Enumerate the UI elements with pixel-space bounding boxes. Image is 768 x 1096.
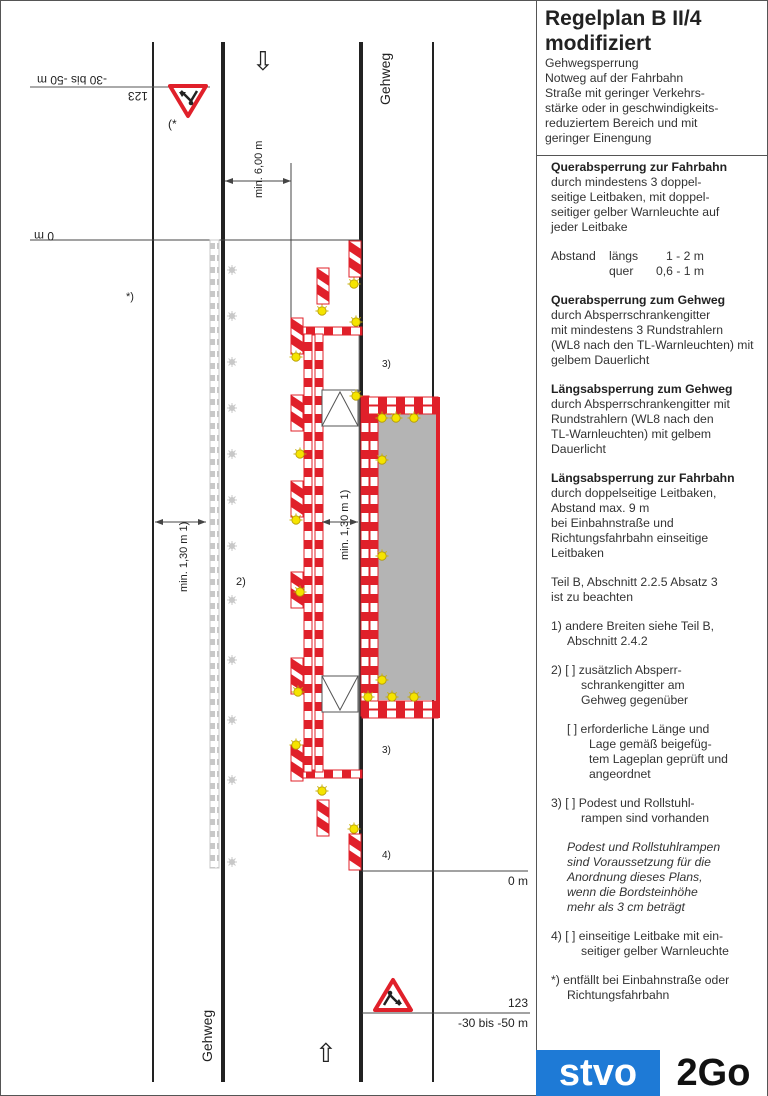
legend-sidebar — [536, 0, 768, 1096]
section-laengs-fahrbahn: Längsabsperrung zur Fahrbahn durch doppelseitige Leitbaken, Abstand max. 9 m bei Einbahnstraße und Richtungsfahrbahn einseitige Leitbaken — [551, 471, 735, 560]
teil-b-note: Teil B, Abschnitt 2.2.5 Absatz 3 ist zu beachten — [551, 575, 718, 604]
optional-gehweg-barrier — [210, 240, 219, 868]
zero-top-label: 0 m — [33, 229, 55, 243]
min-6m-label: min. 6,00 m — [253, 140, 265, 198]
bottom-sign-number: 123 — [508, 996, 529, 1010]
zero-bottom-label: 0 m — [508, 874, 529, 888]
long-barrier-left — [304, 334, 312, 772]
min-130-mid-label: min. 1,30 m 1) — [339, 489, 351, 560]
note-3-italic: Podest und Rollstuhlrampen sind Voraussetzung für die Anordnung dieses Plans, wenn die Bordsteinhöhe mehr als 3 cm beträgt — [567, 840, 721, 914]
note-2-label: 2) — [236, 576, 246, 588]
podest-lower — [322, 676, 358, 712]
top-star-note: (* — [168, 117, 177, 131]
note-1: 1) andere Breiten siehe Teil B, Abschnitt 2.4.2 — [551, 619, 715, 648]
min-130-left-label: min. 1,30 m 1) — [178, 521, 190, 592]
note-2: 2) [ ] zusätzlich Absperr- schrankengitter am Gehweg gegenüber — [551, 663, 689, 707]
legend-body — [551, 160, 765, 1003]
note-star: *) entfällt bei Einbahnstraße oder Richtungsfahrbahn — [551, 973, 730, 1002]
work-barrier-top — [362, 397, 438, 405]
plan-title: Regelplan B II/4 modifiziert — [545, 7, 702, 55]
work-barrier-bottom — [362, 701, 438, 709]
note-star-label: *) — [126, 291, 134, 303]
plan-intro: Gehwegsperrung Notweg auf der Fahrbahn Straße mit geringer Verkehrs- stärke oder in geschwindigkeits- reduziertem Bereich und mit geringer Einengung — [545, 56, 719, 145]
top-distance-mirrored: -30 bis -50 m — [36, 73, 108, 87]
note-3-top-label: 3) — [382, 359, 391, 370]
note-3-bottom-label: 3) — [382, 745, 391, 756]
note-4: 4) [ ] einseitige Leitbake mit ein- seitiger gelber Warnleuchte — [551, 929, 729, 958]
gehweg-label-bottom: Gehweg — [199, 1009, 215, 1062]
road-work-sign-icon — [375, 980, 411, 1010]
work-area — [378, 414, 436, 700]
arrow-up-icon: ⇧ — [315, 1038, 337, 1068]
optional-lamps — [227, 265, 237, 867]
arrow-down-icon: ⇩ — [252, 46, 274, 76]
road-work-sign-icon — [170, 86, 206, 116]
long-barrier-right — [361, 396, 369, 716]
divider — [537, 155, 768, 156]
stvo2go-logo: stvo 2Go — [536, 1050, 767, 1096]
abstand-table: Abstand längs 1 - 2 m quer 0,6 - 1 m — [551, 249, 705, 278]
section-laengs-gehweg: Längsabsperrung zum Gehweg durch Absperrschrankengitter mit Rundstrahlern (WL8 nach den TL-Warnleuchten) mit gelbem Dauerlicht — [551, 382, 733, 456]
bottom-distance: -30 bis -50 m — [458, 1016, 529, 1030]
section-quer-gehweg: Querabsperrung zum Gehweg durch Absperrschrankengitter mit mindestens 3 Rundstrahlern (WL8 nach den TL-Warnleuchten) mit gelbem Dauerlicht — [551, 293, 754, 367]
note-2b: [ ] erforderliche Länge und Lage gemäß beigefüg- tem Lageplan geprüft und angeordnet — [567, 722, 728, 781]
top-sign-number-mirrored: 123 — [127, 89, 149, 103]
note-3: 3) [ ] Podest und Rollstuhl- rampen sind vorhanden — [551, 796, 710, 825]
gehweg-label-top: Gehweg — [377, 52, 393, 105]
work-barrier-left — [370, 414, 378, 701]
note-4-label: 4) — [382, 850, 391, 861]
section-quer-fahrbahn: Querabsperrung zur Fahrbahn durch mindestens 3 doppel- seitige Leitbaken, mit doppel- seitiger gelber Warnleuchte auf jeder Leitbake — [551, 160, 728, 234]
